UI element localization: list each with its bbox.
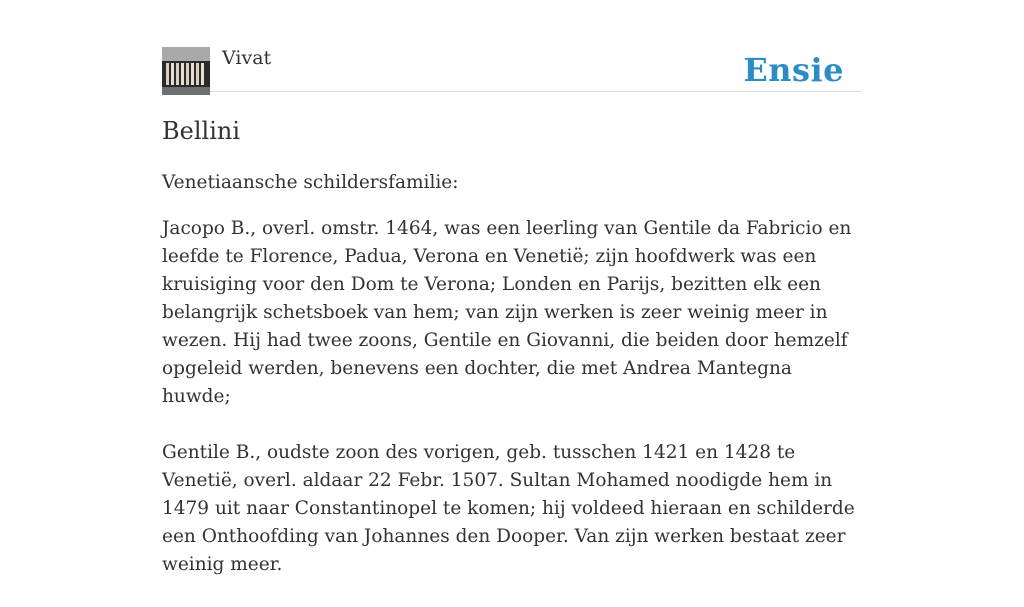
content-container [162,0,862,575]
site-logo[interactable]: Ensie [743,51,844,89]
avatar-image [162,47,210,95]
avatar[interactable] [162,47,210,95]
article-paragraph: Jacopo B., overl. omstr. 1464, was een leerling van Gentile da Fabricio en leefde te Florence, Padua, Verona en Venetië; zijn hoofdwerk was een kruisiging voor den Dom te Verona; Londen en Parijs, bezitten elk een belangrijk schetsboek van hem; van zijn werken is zeer weinig meer in wezen. Hij had twee zoons, Gentile en Giovanni, die beiden door hemzelf opgeleid werden, benevens een dochter, die met Andrea Mantegna huwde; [162,218,852,407]
article-paragraph: Gentile B., oudste zoon des vorigen, geb. tusschen 1421 en 1428 te Venetië, overl. aldaar 22 Febr. 1507. Sultan Mohamed noodigde hem in 1479 uit naar Constantinopel te komen; hij voldeed hieraan en schilderde een Onthoofding van Johannes den Dooper. Van zijn werken bestaat zeer weinig meer. [162,442,855,575]
header [162,0,862,92]
author-name[interactable]: Vivat [222,47,272,69]
article-body [162,215,862,607]
article-intro: Venetiaansche schildersfamilie: [162,172,459,193]
page-title: Bellini [162,117,240,145]
